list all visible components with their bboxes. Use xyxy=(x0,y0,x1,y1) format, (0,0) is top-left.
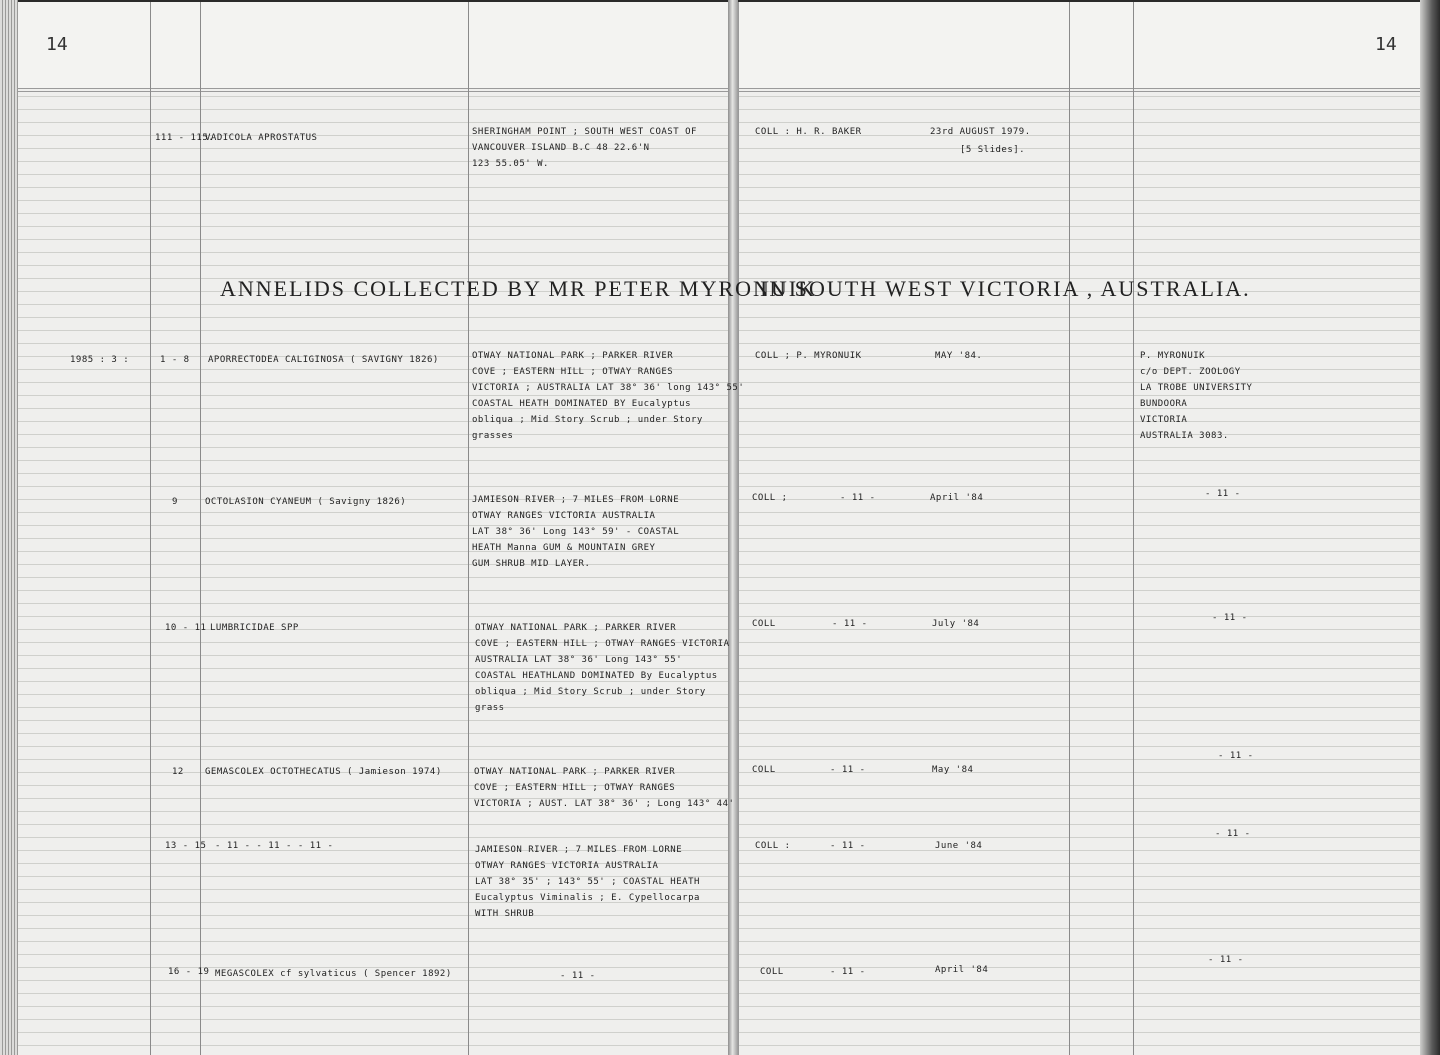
entry-reg-no: 1985 : 3 : xyxy=(70,355,130,365)
entry-donor-ditto: - 11 - xyxy=(1205,489,1241,499)
entry-date: MAY '84. xyxy=(935,351,983,361)
column-rule xyxy=(150,2,151,1055)
entry-date: May '84 xyxy=(932,765,974,775)
page-number-left: 14 xyxy=(46,34,68,55)
entry-donor: P. MYRONUIK c/o DEPT. ZOOLOGY LA TROBE UNIVERSITY BUNDOORA VICTORIA AUSTRALIA 3083. xyxy=(1140,351,1253,441)
entry-species: LUMBRICIDAE SPP xyxy=(210,623,299,633)
entry-ditto: - 11 - xyxy=(830,765,866,775)
column-rule xyxy=(1069,2,1070,1055)
entry-numbers: 13 - 15 xyxy=(165,841,207,851)
entry-ditto: - 11 - xyxy=(840,493,876,503)
page-number-right: 14 xyxy=(1375,34,1397,55)
right-page-edge xyxy=(1420,0,1440,1055)
entry-species: GEMASCOLEX OCTOTHECATUS ( Jamieson 1974) xyxy=(205,767,442,777)
entry-species: MEGASCOLEX cf sylvaticus ( Spencer 1892) xyxy=(215,969,452,979)
entry-ditto: - 11 - xyxy=(832,619,868,629)
entry-date: April '84 xyxy=(930,493,984,503)
entry-donor-ditto: - 11 - xyxy=(1218,751,1254,761)
entry-donor-ditto: - 11 - xyxy=(1212,613,1248,623)
entry-date: June '84 xyxy=(935,841,983,851)
entry-donor-ditto: - 11 - xyxy=(1215,829,1251,839)
entry-numbers: 12 xyxy=(172,767,184,777)
entry-locality: JAMIESON RIVER ; 7 MILES FROM LORNE OTWAY RANGES VICTORIA AUSTRALIA LAT 38° 35' ; 143° 55' ; COASTAL HEATH Eucalyptus Viminalis ; E. Cypellocarpa WITH SHRUB xyxy=(475,845,700,919)
entry-numbers: 16 - 19 xyxy=(168,967,210,977)
entry-note: [5 Slides]. xyxy=(960,145,1026,155)
column-rule xyxy=(1133,2,1134,1055)
entry-species: APORRECTODEA CALIGINOSA ( SAVIGNY 1826) xyxy=(208,355,439,365)
ledger-title-cont: IN SOUTH WEST VICTORIA , AUSTRALIA. xyxy=(760,276,1251,301)
entry-locality: - 11 - xyxy=(560,971,596,981)
entry-ditto: - 11 - xyxy=(830,841,866,851)
entry-numbers: 1 - 8 xyxy=(160,355,190,365)
entry-donor-ditto: - 11 - xyxy=(1208,955,1244,965)
entry-species: VADICOLA APROSTATUS xyxy=(205,133,318,143)
entry-species: - 11 - - 11 - - 11 - xyxy=(215,841,334,851)
right-page xyxy=(738,2,1421,1055)
ledger-title: ANNELIDS COLLECTED BY MR PETER MYRONUIK xyxy=(220,276,817,301)
entry-locality: OTWAY NATIONAL PARK ; PARKER RIVER COVE ; EASTERN HILL ; OTWAY RANGES VICTORIA ; AUST. LAT 38° 36' ; Long 143° 44' xyxy=(474,767,735,809)
column-rule xyxy=(468,2,469,1055)
entry-collector: COLL ; P. MYRONUIK xyxy=(755,351,862,361)
header-band-right xyxy=(739,2,1421,88)
entry-collector: COLL xyxy=(752,765,776,775)
entry-collector: COLL : H. R. BAKER xyxy=(755,127,862,137)
entry-locality: OTWAY NATIONAL PARK ; PARKER RIVER COVE ; EASTERN HILL ; OTWAY RANGES VICTORIA AUSTRALIA LAT 38° 36' Long 143° 55' COASTAL HEATHLAND DOMINATED By Eucalyptus obliqua ; Mid Story Scrub ; under Story grass xyxy=(475,623,730,713)
page-edge-stack xyxy=(0,0,18,1055)
entry-collector: COLL ; xyxy=(752,493,788,503)
entry-date: April '84 xyxy=(935,965,989,975)
entry-locality: JAMIESON RIVER ; 7 MILES FROM LORNE OTWAY RANGES VICTORIA AUSTRALIA LAT 38° 36' Long 143° 59' - COASTAL HEATH Manna GUM & MOUNTAIN GREY GUM SHRUB MID LAYER. xyxy=(472,495,680,569)
entry-date: July '84 xyxy=(932,619,980,629)
entry-collector: COLL xyxy=(760,967,784,977)
entry-species: OCTOLASION CYANEUM ( Savigny 1826) xyxy=(205,497,407,507)
column-rule xyxy=(200,2,201,1055)
entry-collector: COLL : xyxy=(755,841,791,851)
book-spine xyxy=(728,0,738,1055)
entry-locality: SHERINGHAM POINT ; SOUTH WEST COAST OF VANCOUVER ISLAND B.C 48 22.6'N 123 55.05' W. xyxy=(472,127,697,169)
entry-ditto: - 11 - xyxy=(830,967,866,977)
header-band-left xyxy=(18,2,728,88)
entry-locality: OTWAY NATIONAL PARK ; PARKER RIVER COVE ; EASTERN HILL ; OTWAY RANGES VICTORIA ; AUSTRALIA LAT 38° 36' long 143° 55' COASTAL HEATH DOMINATED BY Eucalyptus obliqua ; Mid Story Scrub ; under Story grasses xyxy=(472,351,745,441)
entry-collector: COLL xyxy=(752,619,776,629)
entry-numbers: 111 - 115. xyxy=(155,133,215,143)
entry-date: 23rd AUGUST 1979. xyxy=(930,127,1031,137)
entry-numbers: 10 - 11 xyxy=(165,623,207,633)
entry-numbers: 9 xyxy=(172,497,178,507)
